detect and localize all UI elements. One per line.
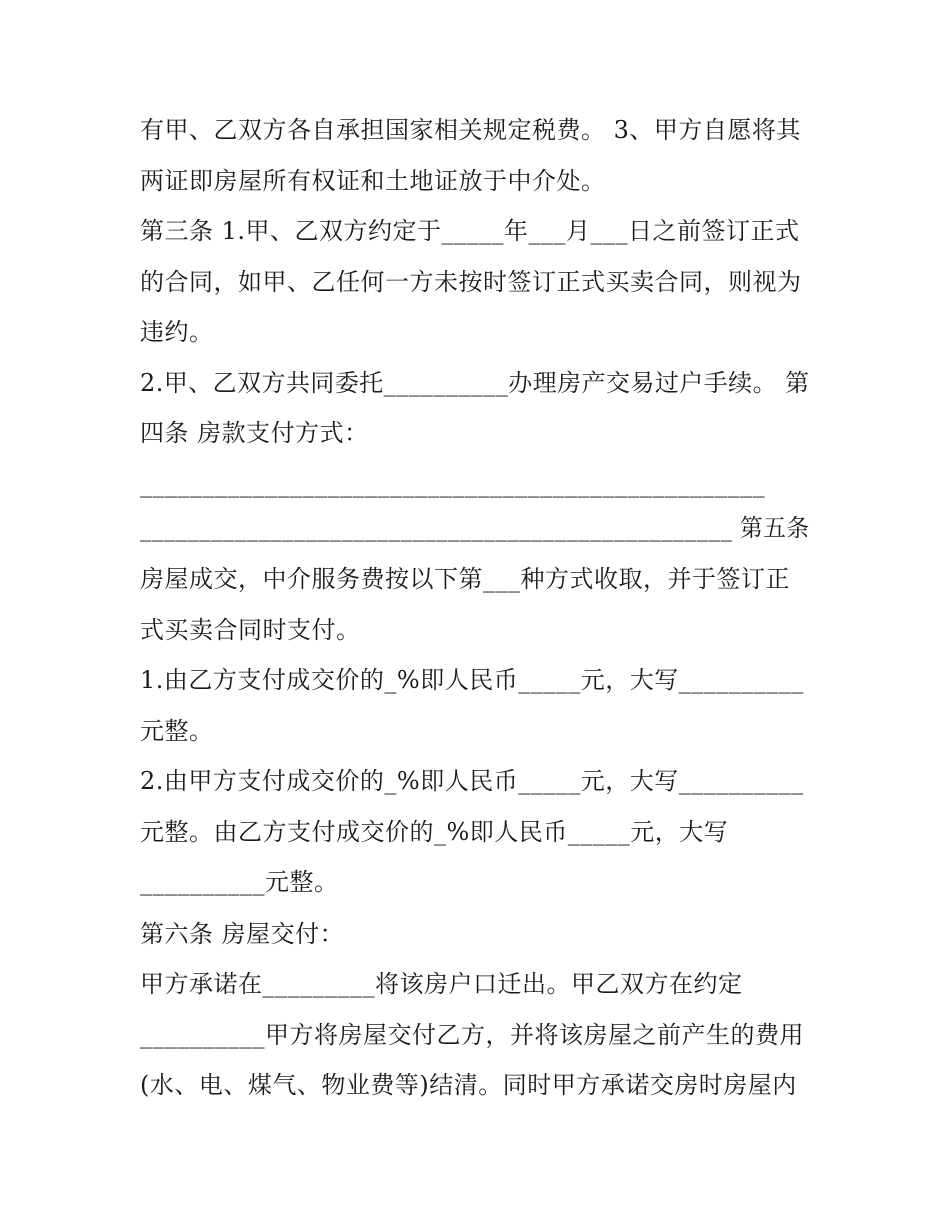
text-line: 房屋成交，中介服务费按以下第___种方式收取，并于签订正 bbox=[140, 565, 790, 593]
text-line: __________甲方将房屋交付乙方，并将该房屋之前产生的费用 bbox=[140, 1021, 804, 1049]
text-line: 2.甲、乙双方共同委托__________办理房产交易过户手续。 第 bbox=[140, 369, 810, 397]
text-line: 元整。 bbox=[140, 717, 214, 745]
text-line: __________________________________________________ 第五条 bbox=[140, 514, 810, 542]
text-line: 的合同，如甲、乙任何一方未按时签订正式买卖合同，则视为 bbox=[140, 268, 802, 296]
text-line: 有甲、乙双方各自承担国家相关规定税费。 3、甲方自愿将其 bbox=[140, 116, 801, 144]
text-line: 式买卖合同时支付。 bbox=[140, 616, 361, 644]
text-line: 第三条 1.甲、乙双方约定于_____年___月___日之前签订正式 bbox=[140, 217, 800, 245]
text-line: 第六条 房屋交付： bbox=[140, 920, 345, 948]
text-line: __________元整。 bbox=[140, 868, 339, 896]
text-line: 两证即房屋所有权证和土地证放于中介处。 bbox=[140, 167, 606, 195]
text-line: (水、电、煤气、物业费等)结清。同时甲方承诺交房时房屋内 bbox=[140, 1071, 797, 1099]
text-line: __________________________________________________ bbox=[140, 470, 765, 498]
text-line: 违约。 bbox=[140, 318, 214, 346]
text-line: 元整。由乙方支付成交价的_%即人民币_____元，大写 bbox=[140, 818, 729, 846]
text-line: 四条 房款支付方式： bbox=[140, 419, 369, 447]
text-line: 甲方承诺在_________将该房户口迁出。甲乙双方在约定 bbox=[140, 970, 743, 998]
text-line: 2.由甲方支付成交价的_%即人民币_____元，大写__________ bbox=[140, 767, 804, 795]
text-line: 1.由乙方支付成交价的_%即人民币_____元，大写__________ bbox=[140, 666, 804, 694]
